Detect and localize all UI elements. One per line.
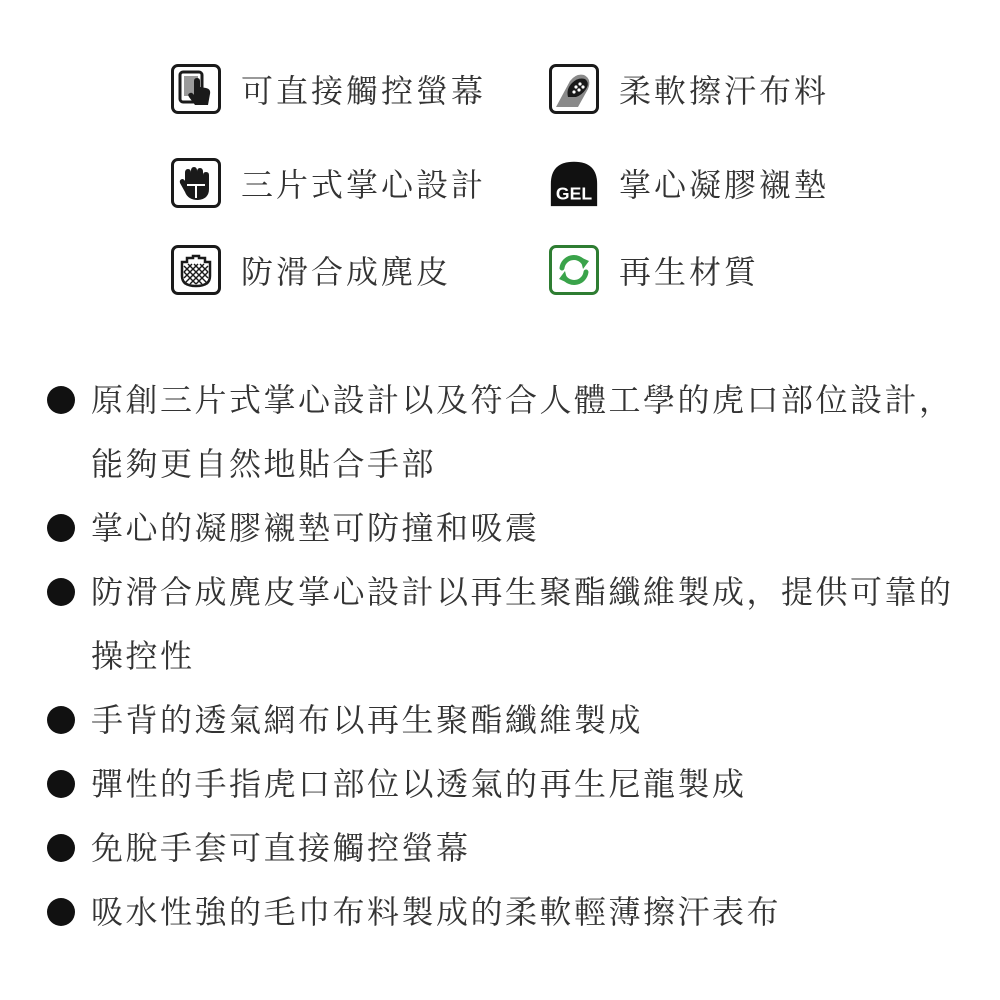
three-piece-palm-icon [171, 158, 221, 208]
feature-bullet-list [44, 368, 974, 944]
list-item-text: 防滑合成麂皮掌心設計以再生聚酯纖維製成，提供可靠的操控性 [91, 573, 954, 675]
list-item-text: 免脫手套可直接觸控螢幕 [91, 829, 471, 867]
gel-icon [549, 158, 599, 208]
feature-three-piece-palm [171, 155, 486, 211]
bullet-dot-icon [47, 770, 75, 798]
feature-recycled-material [549, 242, 759, 298]
bullet-dot-icon [47, 834, 75, 862]
touchscreen-icon [171, 64, 221, 114]
bullet-dot-icon [47, 898, 75, 926]
anti-slip-suede-icon [171, 245, 221, 295]
feature-anti-slip-suede [171, 242, 451, 298]
list-item [44, 880, 974, 944]
list-item [44, 368, 974, 496]
bullet-dot-icon [47, 578, 75, 606]
list-item [44, 752, 974, 816]
list-item-text: 掌心的凝膠襯墊可防撞和吸震 [91, 509, 540, 547]
list-item [44, 688, 974, 752]
bullet-dot-icon [47, 706, 75, 734]
feature-sweat-wipe [549, 61, 829, 117]
list-item [44, 496, 974, 560]
list-item-text: 原創三片式掌心設計以及符合人體工學的虎口部位設計，能夠更自然地貼合手部 [91, 381, 954, 483]
feature-label: 三片式掌心設計 [241, 166, 487, 204]
feature-gel-pad [549, 155, 829, 211]
feature-label: 掌心凝膠襯墊 [619, 166, 830, 204]
gel-badge-text: GEL [555, 183, 593, 204]
bullet-dot-icon [47, 386, 75, 414]
feature-label: 可直接觸控螢幕 [241, 72, 487, 110]
feature-label: 柔軟擦汗布料 [619, 72, 830, 110]
recycle-icon [549, 245, 599, 295]
sweat-wipe-icon [549, 64, 599, 114]
list-item-text: 手背的透氣網布以再生聚酯纖維製成 [91, 701, 644, 739]
list-item-text: 彈性的手指虎口部位以透氣的再生尼龍製成 [91, 765, 747, 803]
list-item-text: 吸水性強的毛巾布料製成的柔軟輕薄擦汗表布 [91, 893, 782, 931]
list-item [44, 816, 974, 880]
feature-touchscreen [171, 61, 486, 117]
bullet-dot-icon [47, 514, 75, 542]
feature-label: 防滑合成麂皮 [241, 253, 452, 291]
feature-label: 再生材質 [619, 253, 760, 291]
list-item [44, 560, 974, 688]
